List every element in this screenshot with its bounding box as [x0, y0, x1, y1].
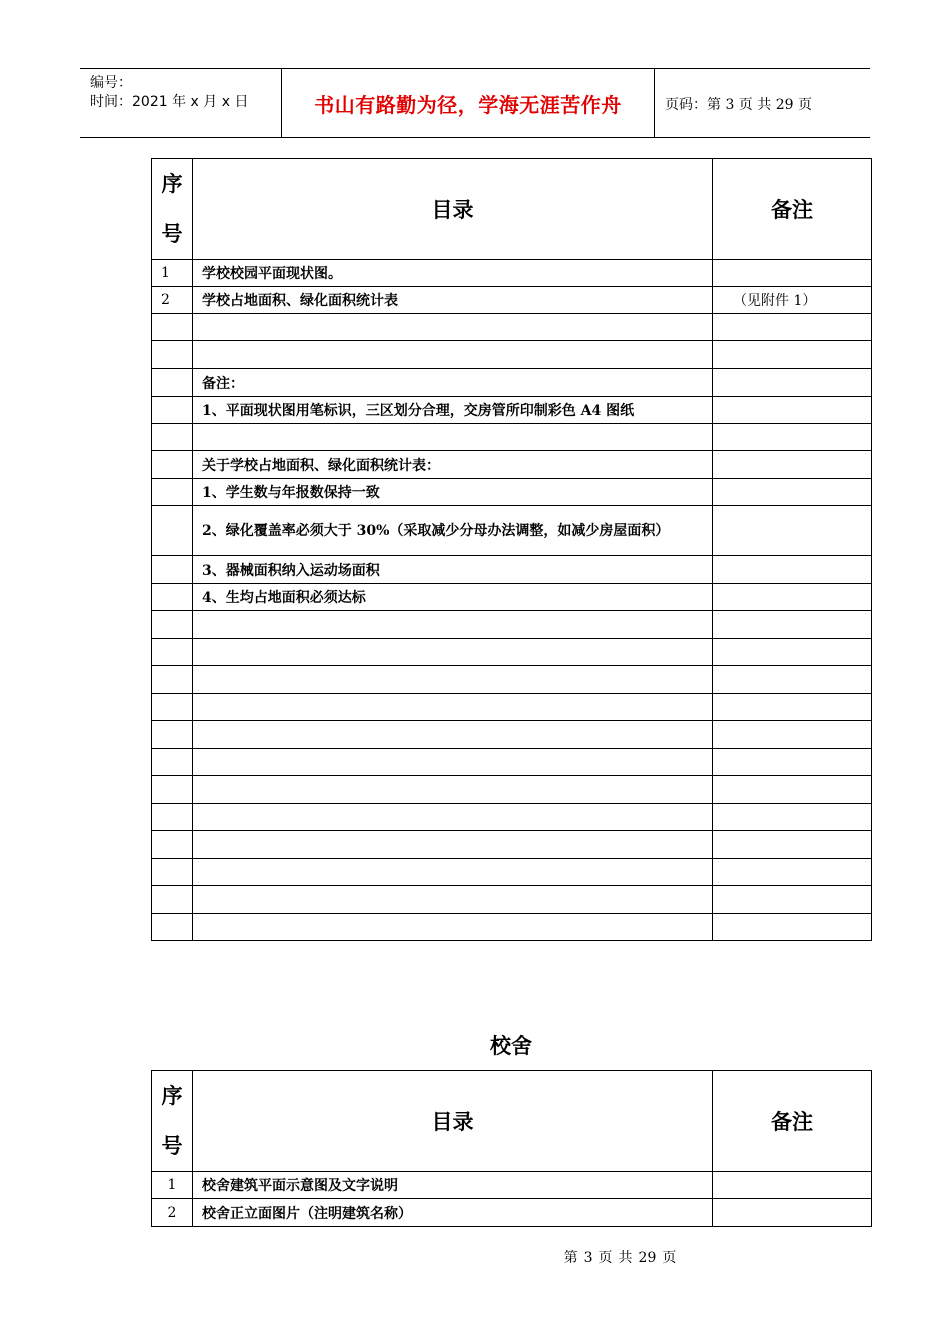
row-note: [713, 1199, 872, 1227]
row-text: [193, 341, 713, 369]
table-row: [152, 260, 872, 287]
table-row: [152, 479, 872, 506]
table-row: [152, 506, 872, 556]
seq-header: 序 号: [152, 159, 193, 260]
table-header-row: [152, 159, 872, 260]
table-row: [152, 1199, 872, 1227]
row-number: 2: [152, 287, 193, 314]
row-note: [713, 451, 872, 479]
row-text: 学校占地面积、绿化面积统计表: [193, 287, 713, 314]
contents-table-2: [151, 1070, 872, 1227]
header-motto: 书山有路勤为径，学海无涯苦作舟: [282, 69, 655, 137]
row-number: 1: [152, 260, 193, 287]
empty-row: [152, 721, 872, 749]
footer-word: 页: [598, 1250, 613, 1266]
row-number: [152, 506, 193, 556]
row-text: 1、平面现状图用笔标识，三区划分合理，交房管所印制彩色 A4 图纸: [193, 397, 713, 424]
row-note: [713, 1172, 872, 1199]
row-number: [152, 556, 193, 584]
table-row: [152, 287, 872, 314]
row-number: [152, 369, 193, 397]
empty-row: [152, 611, 872, 639]
table-row: [152, 556, 872, 584]
note-header: 备注: [713, 1071, 872, 1172]
title-header: 目录: [193, 159, 713, 260]
empty-row: [152, 804, 872, 831]
note-header: 备注: [713, 159, 872, 260]
row-note: [713, 397, 872, 424]
page-header: [80, 68, 870, 138]
table-row: [152, 451, 872, 479]
row-note: [713, 584, 872, 611]
title-header: 目录: [193, 1071, 713, 1172]
row-text: 学校校园平面现状图。: [193, 260, 713, 287]
empty-row: [152, 694, 872, 721]
row-text: 1、学生数与年报数保持一致: [193, 479, 713, 506]
row-text: [193, 424, 713, 451]
row-text: 3、器械面积纳入运动场面积: [193, 556, 713, 584]
row-number: [152, 341, 193, 369]
row-number: 1: [152, 1172, 193, 1199]
row-note: [713, 341, 872, 369]
row-note: [713, 314, 872, 341]
footer-page-number: 3: [583, 1250, 593, 1266]
page-footer: [0, 1247, 950, 1267]
table-row: [152, 424, 872, 451]
row-note: （见附件 1）: [713, 287, 872, 314]
row-text: 备注：: [193, 369, 713, 397]
header-meta: [80, 69, 282, 137]
row-text: [193, 314, 713, 341]
empty-row: [152, 639, 872, 666]
row-number: [152, 424, 193, 451]
table-row: [152, 314, 872, 341]
date-line: 时间：2021 年 x 月 x 日: [90, 94, 249, 110]
row-number: [152, 479, 193, 506]
table-header-row: [152, 1071, 872, 1172]
table-row: [152, 341, 872, 369]
row-text: 校舍正立面图片（注明建筑名称）: [193, 1199, 713, 1227]
footer-word: 共: [618, 1250, 633, 1266]
row-text: 关于学校占地面积、绿化面积统计表：: [193, 451, 713, 479]
row-note: [713, 479, 872, 506]
section-title-dormitory: 校舍: [490, 1033, 532, 1058]
table-row: [152, 584, 872, 611]
row-note: [713, 506, 872, 556]
row-text: 4、生均占地面积必须达标: [193, 584, 713, 611]
row-number: [152, 314, 193, 341]
row-note: [713, 424, 872, 451]
row-text: 校舍建筑平面示意图及文字说明: [193, 1172, 713, 1199]
table-row: [152, 369, 872, 397]
row-note: [713, 556, 872, 584]
row-note: [713, 260, 872, 287]
empty-row: [152, 914, 872, 941]
seq-header: 序 号: [152, 1071, 193, 1172]
row-text: 2、绿化覆盖率必须大于 30%（采取减少分母办法调整，如减少房屋面积）: [193, 506, 713, 556]
empty-row: [152, 666, 872, 694]
empty-row: [152, 859, 872, 886]
footer-total-pages: 29: [638, 1250, 657, 1266]
footer-word: 第: [563, 1250, 578, 1266]
empty-row: [152, 831, 872, 859]
table-row: [152, 397, 872, 424]
empty-row: [152, 886, 872, 914]
serial-label: 编号：: [90, 75, 132, 91]
row-note: [713, 369, 872, 397]
row-number: [152, 451, 193, 479]
footer-word: 页: [662, 1250, 677, 1266]
table-row: [152, 1172, 872, 1199]
contents-table-1: [151, 158, 872, 941]
row-number: 2: [152, 1199, 193, 1227]
empty-row: [152, 776, 872, 804]
row-number: [152, 397, 193, 424]
row-number: [152, 584, 193, 611]
header-page-info: 页码：第 3 页 共 29 页: [665, 97, 812, 113]
empty-row: [152, 749, 872, 776]
